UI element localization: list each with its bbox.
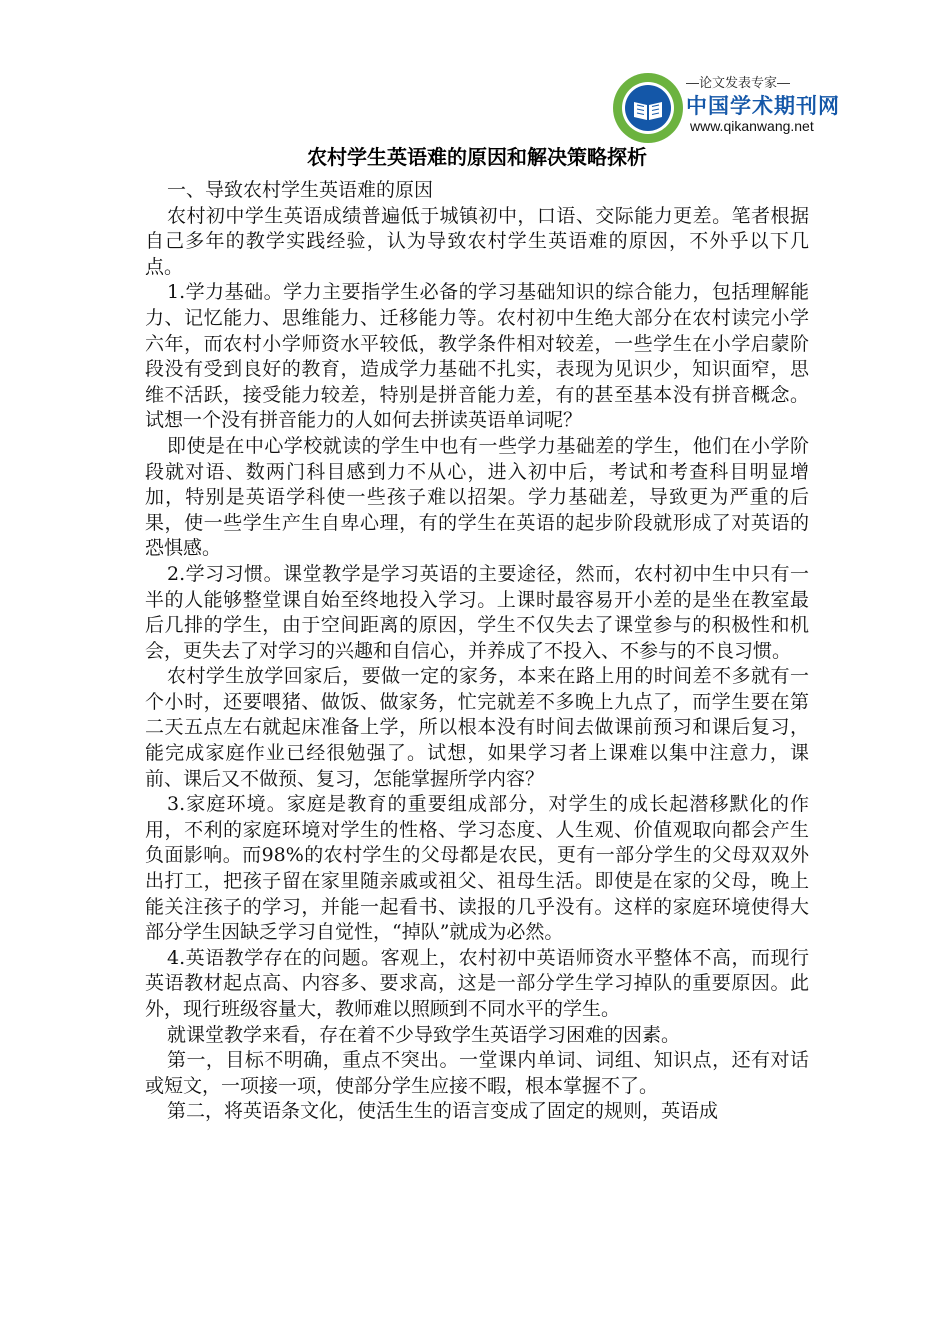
site-logo: [612, 68, 840, 152]
paragraph: 3.家庭环境。家庭是教育的重要组成部分，对学生的成长起潜移默化的作用，不利的家庭环境对学生的性格、学习态度、人生观、价值观取向都会产生负面影响。而98%的农村学生的父母都是农民，更有一部分学生的父母双双外出打工，把孩子留在家里随亲戚或祖父、祖母生活。即使是在家的父母，晚上能关注孩子的学习，并能一起看书、读报的几乎没有。这样的家庭环境使得大部分学生因缺乏学习自觉性，“掉队”就成为必然。: [145, 793, 809, 944]
book-emblem-icon: [612, 72, 684, 144]
paragraph: 第二，将英语条文化，使活生生的语言变成了固定的规则，英语成: [167, 1100, 719, 1123]
article-body: [145, 142, 809, 1125]
paragraph: 第一，目标不明确，重点不突出。一堂课内单词、词组、知识点，还有对话或短文，一项接一项，使部分学生应接不暇，根本掌握不了。: [145, 1049, 809, 1097]
paragraph: 1.学力基础。学力主要指学生必备的学习基础知识的综合能力，包括理解能力、记忆能力、思维能力、迁移能力等。农村初中生绝大部分在农村读完小学六年，而农村小学师资水平较低，教学条件相对较差，一些学生在小学启蒙阶段没有受到良好的教育，造成学力基础不扎实，表现为见识少，知识面窄，思维不活跃，接受能力较差，特别是拼音能力差，有的甚至基本没有拼音概念。试想一个没有拼音能力的人如何去拼读英语单词呢？: [145, 281, 809, 432]
article-title: 农村学生英语难的原因和解决策略探析: [307, 145, 647, 169]
paragraph: 2.学习习惯。课堂教学是学习英语的主要途径，然而，农村初中生中只有一半的人能够整堂课自始至终地投入学习。上课时最容易开小差的是坐在教室最后几排的学生，由于空间距离的原因，学生不仅失去了课堂参与的积极性和机会，更失去了对学习的兴趣和自信心，并养成了不投入、不参与的不良习惯。: [145, 562, 809, 662]
logo-name: 中国学术期刊网: [686, 94, 840, 118]
logo-url: www.qikanwang.net: [690, 118, 814, 134]
paragraph: 即使是在中心学校就读的学生中也有一些学力基础差的学生，他们在小学阶段就对语、数两门科目感到力不从心，进入初中后，考试和考查科目明显增加，特别是英语学科使一些孩子难以招架。学力基础差，导致更为严重的后果，使一些学生产生自卑心理，有的学生在英语的起步阶段就形成了对英语的恐惧感。: [145, 434, 809, 560]
section-heading: 一、导致农村学生英语难的原因: [167, 179, 434, 201]
paragraph: 4.英语教学存在的问题。客观上，农村初中英语师资水平整体不高，而现行英语教材起点高、内容多、要求高，这是一部分学生学习掉队的重要原因。此外，现行班级容量大，教师难以照顾到不同水平的学生。: [145, 946, 809, 1020]
paragraph: 就课堂教学来看，存在着不少导致学生英语学习困难的因素。: [167, 1023, 681, 1046]
paragraph: 农村学生放学回家后，要做一定的家务，本来在路上用的时间差不多就有一个小时，还要喂猪、做饭、做家务，忙完就差不多晚上九点了，而学生要在第二天五点左右就起床准备上学，所以根本没有时间去做课前预习和课后复习，能完成家庭作业已经很勉强了。试想，如果学习者上课难以集中注意力，课前、课后又不做预、复习，怎能掌握所学内容？: [145, 665, 809, 790]
logo-tagline: —论文发表专家—: [686, 75, 791, 90]
paragraph: 农村初中学生英语成绩普遍低于城镇初中，口语、交际能力更差。笔者根据自己多年的教学实践经验，认为导致农村学生英语难的原因，不外乎以下几点。: [145, 204, 809, 278]
